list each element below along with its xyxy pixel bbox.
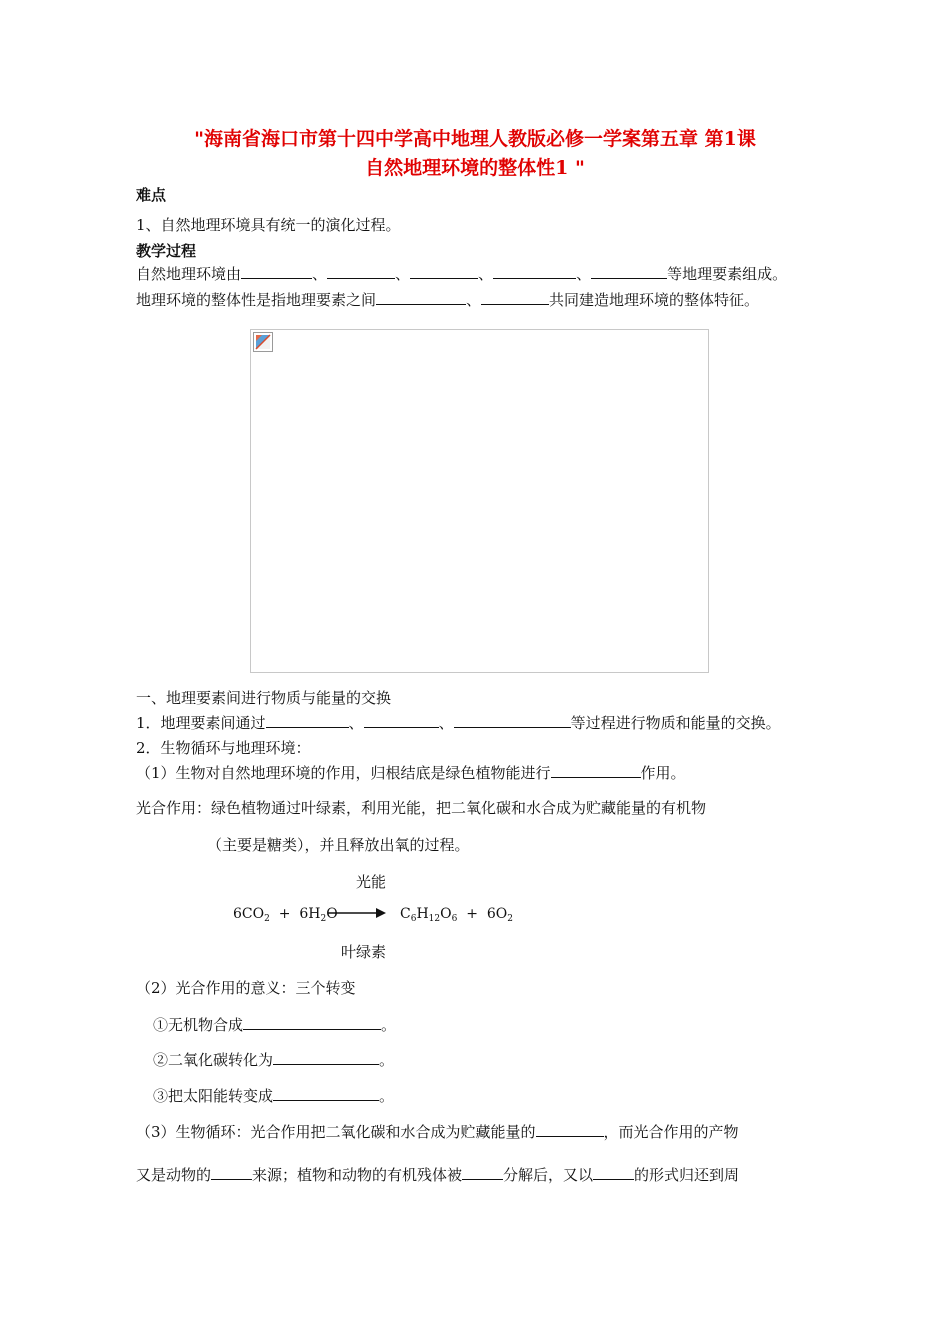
figure-placeholder [250, 329, 709, 673]
fill-blank[interactable] [593, 1164, 634, 1180]
difficulty-item-1: 1、自然地理环境具有统一的演化过程。 [136, 216, 401, 234]
fill-blank[interactable] [462, 1164, 503, 1180]
process-line-2: 地理环境的整体性是指地理要素之间 、 共同建造地理环境的整体特征。 [136, 291, 760, 309]
equation-reactants: $6CO_2 + 6H_2O$ [233, 906, 338, 924]
fill-blank[interactable] [536, 1121, 604, 1137]
point-1: 1．地理要素间通过 、 、 等过程进行物质和能量的交换。 [136, 714, 781, 732]
sub-point-3-line-2: 又是动物的 来源；植物和动物的有机残体被 分解后，又以 的形式归还到周 [136, 1166, 740, 1184]
significance-item-3: ③把太阳能转变成 。 [153, 1087, 395, 1105]
fill-blank[interactable] [243, 1014, 381, 1030]
teaching-process-heading: 教学过程 [136, 242, 197, 260]
sub-point-2-heading: （2）光合作用的意义：三个转变 [136, 979, 356, 997]
fill-blank[interactable] [551, 762, 641, 778]
photosynthesis-definition-line-1: 光合作用：绿色植物通过叶绿素，利用光能，把二氧化碳和水合成为贮藏能量的有机物 [136, 799, 707, 817]
fill-blank[interactable] [591, 263, 667, 279]
significance-item-2: ②二氧化碳转化为 。 [153, 1051, 395, 1069]
fill-blank[interactable] [273, 1049, 379, 1065]
broken-image-icon [253, 332, 273, 352]
fill-blank[interactable] [410, 263, 478, 279]
document-title-line-1: "海南省海口市第十四中学高中地理人教版必修一学案第五章 第1课 [194, 128, 756, 150]
process-line-1: 自然地理环境由 、 、 、 、 等地理要素组成。 [136, 265, 788, 283]
fill-blank[interactable] [481, 289, 549, 305]
reaction-arrow-icon [328, 906, 386, 920]
equation-condition-light: 光能 [356, 873, 387, 891]
fill-blank[interactable] [364, 712, 439, 728]
fill-blank[interactable] [454, 712, 571, 728]
document-title-line-2: 自然地理环境的整体性1 " [365, 157, 585, 179]
fill-blank[interactable] [327, 263, 395, 279]
fill-blank[interactable] [266, 712, 349, 728]
difficulty-heading: 难点 [136, 186, 167, 204]
fill-blank[interactable] [376, 289, 466, 305]
photosynthesis-definition-line-2: （主要是糖类），并且释放出氧的过程。 [207, 836, 470, 854]
point-2: 2．生物循环与地理环境： [136, 739, 311, 757]
fill-blank[interactable] [493, 263, 576, 279]
section-1-heading: 一、地理要素间进行物质与能量的交换 [136, 689, 392, 707]
fill-blank[interactable] [273, 1085, 379, 1101]
fill-blank[interactable] [241, 263, 312, 279]
fill-blank[interactable] [211, 1164, 252, 1180]
equation-products: $C_6H_{12}O_6 + 6O_2$ [400, 906, 514, 924]
sub-point-3-line-1: （3）生物循环：光合作用把二氧化碳和水合成为贮藏能量的 ，而光合作用的产物 [136, 1123, 739, 1141]
sub-point-1: （1）生物对自然地理环境的作用，归根结底是绿色植物能进行 作用。 [136, 764, 686, 782]
significance-item-1: ①无机物合成 。 [153, 1016, 397, 1034]
equation-condition-chlorophyll: 叶绿素 [341, 943, 387, 961]
